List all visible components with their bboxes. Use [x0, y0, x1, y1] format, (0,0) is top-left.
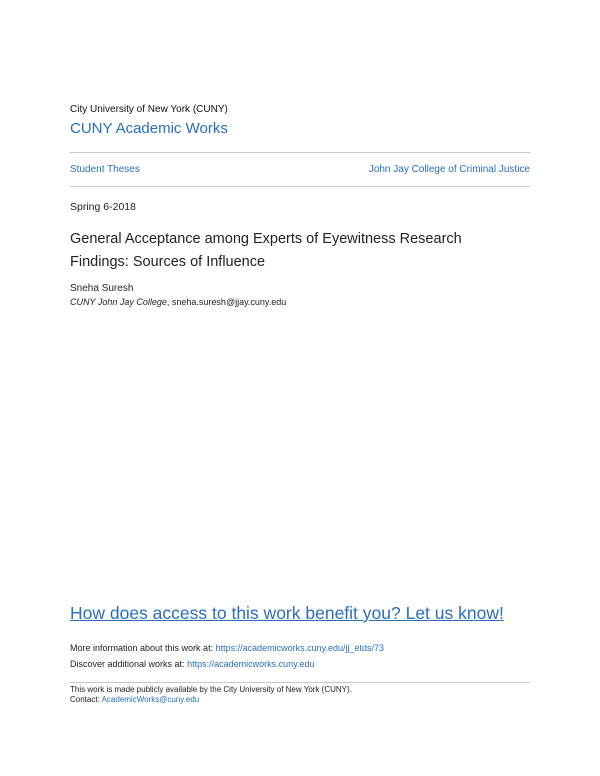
- author-email: sneha.suresh@jjay.cuny.edu: [171, 297, 287, 307]
- author-name: Sneha Suresh: [70, 283, 134, 294]
- college-link[interactable]: John Jay College of Criminal Justice: [368, 164, 530, 175]
- publication-date: Spring 6-2018: [70, 201, 136, 213]
- author-affiliation: CUNY John Jay College, sneha.suresh@jjay.cuny.edu: [70, 297, 287, 307]
- discover-line: [70, 659, 314, 669]
- discover-label: Discover additional works at:: [70, 659, 185, 669]
- title-line-2: Findings: Sources of Influence: [70, 254, 266, 270]
- university-name: City University of New York (CUNY): [70, 104, 228, 115]
- contact-line: [70, 695, 199, 704]
- contact-label: Contact:: [70, 695, 100, 704]
- more-info-line: [70, 643, 384, 653]
- feedback-link[interactable]: How does access to this work benefit you? Let us know!: [70, 603, 504, 623]
- more-info-label: More information about this work at:: [70, 643, 214, 653]
- contact-email-link[interactable]: AcademicWorks@cuny.edu: [101, 695, 200, 704]
- divider: [70, 682, 530, 683]
- repository-link[interactable]: CUNY Academic Works: [70, 120, 228, 137]
- work-url-link[interactable]: https://academicworks.cuny.edu/jj_etds/73: [215, 643, 385, 653]
- discover-url-link[interactable]: https://academicworks.cuny.edu: [187, 659, 315, 669]
- affiliation-institution: CUNY John Jay College: [70, 297, 167, 307]
- document-title: [70, 228, 520, 274]
- availability-notice: This work is made publicly available by the City University of New York (CUNY).: [70, 685, 352, 694]
- title-line-1: General Acceptance among Experts of Eyewitness Research: [70, 231, 462, 247]
- divider: [70, 152, 530, 153]
- collection-link[interactable]: Student Theses: [70, 164, 140, 175]
- divider: [70, 186, 530, 187]
